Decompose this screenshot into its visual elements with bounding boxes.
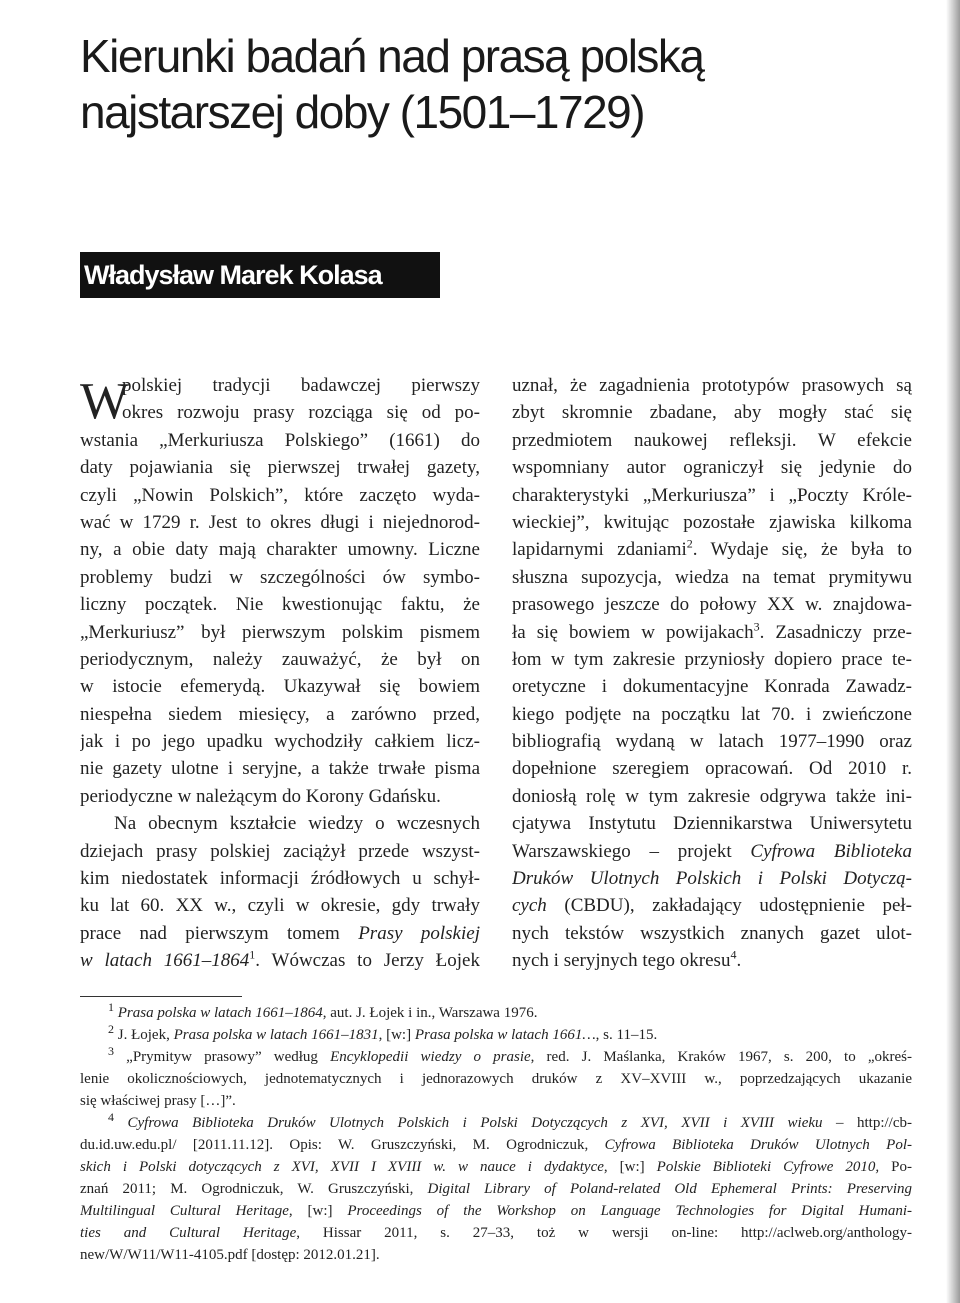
text-run: lapidarnymi zdaniami	[512, 539, 687, 561]
italic-title: Prasa polska w latach 1661…	[414, 1027, 596, 1043]
text-line: okres rozwoju prasy rozciąga się od po-	[122, 402, 480, 424]
text-run: , Hissar 2011, s. 27–33, toż w wersji on-line: http://aclweb.org/anthology-	[296, 1225, 912, 1241]
text-line: polskiej tradycji badawczej pierwszy	[122, 375, 480, 396]
footnote-4-cont: new/W/W11/W11-4105.pdf [dostęp: 2012.01.21].	[80, 1247, 380, 1263]
text-run	[446, 1159, 458, 1175]
text-line: bibliografią wydaną w latach 1977–1990 oraz	[512, 731, 912, 753]
italic-title: Proceedings of the Workshop on Language Technologies for Digital Humani-	[347, 1203, 912, 1219]
text-run: Po-	[879, 1159, 912, 1175]
text-run: , [w:]	[378, 1027, 415, 1043]
text-line: oretyczne i dokumentacyjne Konrada Zawadz-	[512, 676, 912, 698]
text-line: przedmiotem naukowej refleksji. W efekcie	[512, 429, 912, 451]
text-line: uznał, że zagadnienia prototypów prasowych są	[512, 375, 912, 396]
text-run: . Wydaje się, że była to	[692, 539, 912, 561]
article-title	[80, 28, 900, 140]
text-line: łom w tym zakresie przyniosły dopiero prace te-	[512, 648, 912, 670]
text-line: cjatywa Instytutu Dziennikarstwa Uniwersytetu	[512, 813, 912, 835]
text-run: . Zasadniczy prze-	[759, 621, 912, 643]
author-banner: Władysław Marek Kolasa	[80, 252, 440, 298]
text-line: periodyczne w należącym do Korony Gdańsku.	[80, 785, 441, 807]
text-line: wieckiej”, kwitując pozostałe zjawiska kilkoma	[512, 511, 912, 533]
text-line: daty pojawiania się pierwszej trwałej gazety,	[80, 457, 480, 479]
italic-title: Encyklopedii wiedzy o prasie	[330, 1049, 531, 1065]
text-line: wspomniany autor ograniczył się jedynie do	[512, 457, 912, 479]
text-line: kim niedostatek informacji źródłowych u schył-	[80, 868, 480, 890]
text-line: nych tekstów wszystkich znanych gazet ulot-	[512, 922, 912, 944]
text-line	[512, 536, 912, 563]
text-run: J. Łojek,	[117, 1027, 174, 1043]
text-run: ła się bowiem w powijakach	[512, 621, 754, 643]
text-line: kiego podjęte na początku lat 70. i zwieńczone	[512, 703, 912, 725]
text-run: .	[736, 950, 742, 972]
text-run: . Wówczas to Jerzy Łojek	[255, 950, 480, 972]
title-line-2: najstarszej doby (1501–1729)	[80, 86, 645, 138]
text-line: charakterystyki „Merkuriusza” i „Poczty Króle-	[512, 484, 912, 506]
text-line: prasowego jeszcze do połowy XX w. znajdowa-	[512, 594, 912, 616]
drop-cap: W	[80, 373, 130, 430]
text-line: wstania „Merkuriusza Polskiego” (1661) do	[80, 429, 480, 451]
footnote-4-cont	[80, 1134, 912, 1156]
text-line: dziejach prasy polskiej zaciążył przede wszyst-	[80, 840, 480, 862]
text-run: , [w:]	[288, 1203, 348, 1219]
text-run: , s. 11–15.	[595, 1027, 658, 1043]
footnote-4-cont	[80, 1200, 912, 1222]
italic-title: Digital Library of Poland-related Old Ephemeral Prints: Preserving	[427, 1181, 912, 1197]
text-line	[512, 619, 912, 646]
text-line: niespełna siedem miesięcy, a zarówno przed,	[80, 703, 480, 725]
footnote-number: 4	[108, 1112, 114, 1124]
text-line	[80, 947, 480, 974]
text-line	[512, 892, 912, 919]
text-line: doniosłą rolę w tym zakresie odgrywa także ini-	[512, 785, 912, 807]
footnote-number: 1	[108, 1000, 114, 1014]
footnote-3-cont: się właściwej prasy […]”.	[80, 1093, 236, 1109]
footnote-4-cont	[80, 1178, 912, 1200]
text-run: du.id.uw.edu.pl/ [2011.11.12]. Opis: W. Gruszczyński, M. Ogrodniczuk,	[80, 1137, 605, 1153]
footnote-3	[80, 1046, 912, 1068]
text-run: nych i seryjnych tego okresu	[512, 950, 731, 972]
right-column	[512, 372, 912, 975]
text-line	[80, 920, 480, 947]
text-line	[512, 838, 912, 865]
text-line: Na obecnym kształcie wiedzy o wczesnych	[114, 813, 480, 835]
text-line: słuszna supozycja, wiedza na temat prymitywu	[512, 566, 912, 588]
text-line: problemy budzi w szczególności ów symbo-	[80, 566, 480, 588]
text-line: wać w 1729 r. Jest to okres długi i niejednorod-	[80, 511, 480, 533]
italic-title: Multilingual Cultural Heritage	[80, 1203, 289, 1219]
text-run: znań 2011; M. Ogrodniczuk, W. Gruszczyński,	[80, 1181, 428, 1197]
italic-title: ties and Cultural Heritage	[80, 1225, 297, 1241]
text-line: „Merkuriusz” był pierwszym polskim pismem	[80, 621, 480, 643]
page-edge-shadow	[946, 0, 960, 1303]
text-line: liczny początek. Nie kwestionując faktu, że	[80, 594, 480, 616]
footnotes	[80, 1002, 912, 1266]
italic-title: Prasa polska w latach 1661–1864	[117, 1005, 323, 1021]
footnote-4	[80, 1112, 912, 1134]
italic-title: Prasa polska w latach 1661–1831	[173, 1027, 379, 1043]
text-run: , aut. J. Łojek i in., Warszawa 1976.	[322, 1005, 538, 1021]
italic-title: skich i Polski dotyczących z XVI, XVII I XVIII w.	[80, 1159, 446, 1175]
italic-title: Prasy polskiej	[358, 922, 480, 944]
text-run: – http://cb-	[822, 1115, 912, 1131]
italic-title: Druków Ulotnych Polskich i Polski Dotyczą-	[512, 868, 912, 890]
text-run: Warszawskiego – projekt	[512, 840, 751, 862]
text-run: , [w:]	[603, 1159, 657, 1175]
italic-title: Cyfrowa Biblioteka Druków Ulotnych Polskich i Polski Dotyczących z XVI, XVII i XVIII wieku	[127, 1115, 823, 1131]
text-run: , red. J. Maślanka, Kraków 1967, s. 200, to „okreś-	[530, 1049, 912, 1065]
footnote-ref[interactable]: 3	[753, 619, 760, 634]
footnote-ref[interactable]: 1	[249, 947, 256, 962]
footnote-3-cont: lenie okolicznościowych, jednotematycznych i jednorazowych druków z XV–XVIII w., poprzedzających ukazanie	[80, 1071, 912, 1087]
footnote-2	[80, 1024, 912, 1046]
text-line	[512, 865, 912, 892]
italic-title: w nauce i dydaktyce	[457, 1159, 604, 1175]
footnote-4-cont	[80, 1222, 912, 1244]
footnote-4-cont	[80, 1156, 912, 1178]
text-line: czyli „Nowin Polskich”, które zaczęto wyda-	[80, 484, 480, 506]
italic-title: Cyfrowa Biblioteka Druków Ulotnych Pol-	[604, 1137, 912, 1153]
italic-title: Cyfrowa Biblioteka	[750, 840, 912, 862]
text-line: ku lat 60. XX w., czyli w okresie, gdy trwały	[80, 895, 480, 917]
text-line: nie gazety ulotne i seryjne, a także trwałe pisma	[80, 758, 480, 780]
text-line: dopełnione szeregiem opracowań. Od 2010 r.	[512, 758, 912, 780]
footnote-separator	[80, 996, 242, 997]
text-run: „Prymityw prasowy” według	[126, 1049, 331, 1065]
footnote-ref[interactable]: 2	[686, 537, 693, 552]
footnote-number: 2	[108, 1022, 114, 1036]
title-line-1: Kierunki badań nad prasą polską	[80, 30, 704, 82]
text-line	[512, 947, 912, 974]
footnote-number: 3	[108, 1046, 114, 1058]
text-line: periodycznym, należy zauważyć, że był on	[80, 648, 480, 670]
left-column	[80, 372, 480, 975]
text-line: jak i po jego upadku wychodziły całkiem licz-	[80, 731, 480, 753]
text-run: (CBDU), zakładający udostępnienie peł-	[546, 895, 912, 917]
italic-title: cych	[512, 895, 547, 917]
text-line: w istocie efemerydą. Ukazywał się bowiem	[80, 676, 480, 698]
text-line: zbyt skromnie zbadane, aby mogły stać się	[512, 402, 912, 424]
footnote-1	[80, 1002, 912, 1024]
italic-title: Polskie Biblioteki Cyfrowe 2010,	[656, 1159, 880, 1175]
italic-title: w latach 1661–1864	[80, 950, 250, 972]
text-line: ny, a obie daty mają charakter umowny. Liczne	[80, 539, 480, 561]
text-run: prace nad pierwszym tomem	[80, 922, 359, 944]
footnote-ref[interactable]: 4	[730, 947, 737, 962]
